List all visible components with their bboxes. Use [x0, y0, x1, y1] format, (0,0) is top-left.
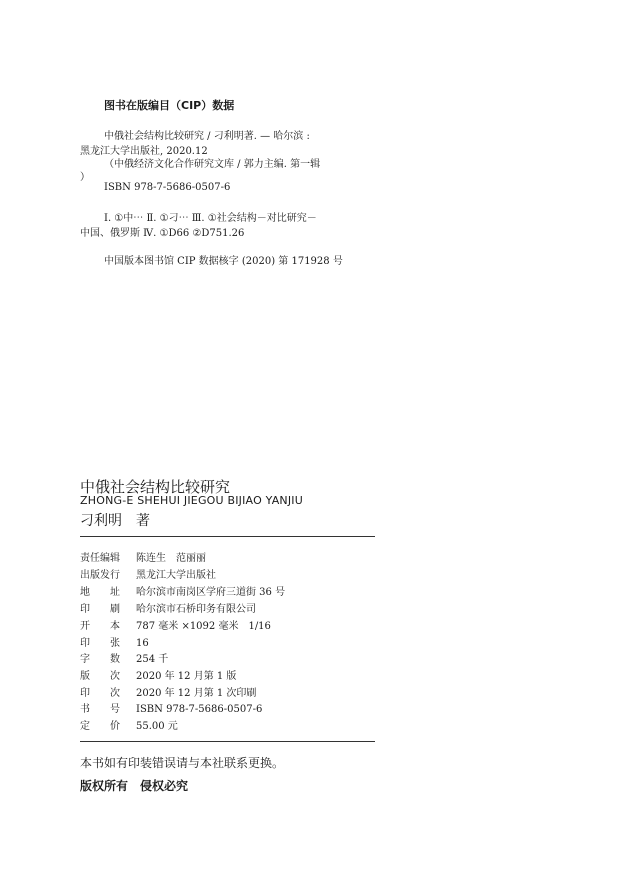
bottom-divider: [80, 741, 375, 742]
copyright-notice: 版权所有 侵权必究: [80, 779, 189, 793]
detail-row-address: [80, 583, 285, 598]
detail-row-publisher: [80, 566, 216, 581]
detail-row-word-count: [80, 650, 168, 665]
detail-label: 地 址: [80, 587, 120, 598]
detail-row-price: [80, 717, 178, 732]
cip-line-isbn: ISBN 978-7-5686-0507-6: [104, 182, 231, 193]
cip-line-classification-cont: 中国、俄罗斯 Ⅳ. ①D66 ②D751.26: [80, 228, 245, 239]
detail-value: 787 毫米 ×1092 毫米 1/16: [136, 621, 271, 632]
detail-row-format: [80, 617, 271, 632]
detail-label: 书 号: [80, 704, 120, 715]
detail-value: 55.00 元: [136, 721, 178, 732]
detail-row-editor: [80, 549, 206, 564]
detail-label: 版 次: [80, 671, 120, 682]
book-title: 中俄社会结构比较研究: [80, 478, 231, 496]
detail-row-printing: [80, 684, 256, 699]
detail-value: 哈尔滨市石桥印务有限公司: [136, 604, 256, 615]
cip-heading: 图书在版编目（CIP）数据: [104, 99, 235, 112]
detail-label: 印 次: [80, 688, 120, 699]
detail-row-printer: [80, 600, 256, 615]
detail-label: 开 本: [80, 621, 120, 632]
detail-value: 2020 年 12 月第 1 版: [136, 671, 237, 682]
detail-label: 定 价: [80, 721, 120, 732]
cip-line-title: 中俄社会结构比较研究 / 刁利明著. — 哈尔滨 :: [104, 131, 310, 142]
cip-line-data-number: 中国版本图书馆 CIP 数据核字 (2020) 第 171928 号: [104, 256, 343, 267]
detail-value: 254 千: [136, 654, 169, 665]
cip-line-publisher: 黑龙江大学出版社, 2020.12: [80, 146, 208, 157]
detail-label: 印 刷: [80, 604, 120, 615]
cip-line-series-close: ）: [80, 172, 90, 183]
detail-label: 字 数: [80, 654, 120, 665]
detail-value: 哈尔滨市南岗区学府三道街 36 号: [136, 587, 286, 598]
detail-value: 陈连生 范丽丽: [136, 553, 206, 564]
cip-line-classification: Ⅰ. ①中⋯ Ⅱ. ①刁⋯ Ⅲ. ①社会结构－对比研究－: [104, 213, 317, 224]
cip-line-series: （中俄经济文化合作研究文库 / 郭力主编. 第一辑: [104, 159, 321, 170]
detail-value: 16: [136, 638, 149, 649]
detail-row-isbn: [80, 700, 262, 715]
top-divider: [80, 536, 375, 537]
detail-label: 印 张: [80, 638, 120, 649]
book-author: 刁利明 著: [80, 513, 150, 529]
detail-label: 责任编辑: [80, 553, 120, 564]
detail-row-edition: [80, 667, 236, 682]
detail-row-sheets: [80, 634, 149, 649]
misprint-notice: 本书如有印装错误请与本社联系更换。: [80, 756, 285, 770]
detail-label: 出版发行: [80, 570, 120, 581]
book-title-pinyin: ZHONG-E SHEHUI JIEGOU BIJIAO YANJIU: [80, 494, 303, 507]
detail-value: 2020 年 12 月第 1 次印刷: [136, 688, 257, 699]
detail-value: 黑龙江大学出版社: [136, 570, 216, 581]
detail-value: ISBN 978-7-5686-0507-6: [136, 704, 263, 715]
